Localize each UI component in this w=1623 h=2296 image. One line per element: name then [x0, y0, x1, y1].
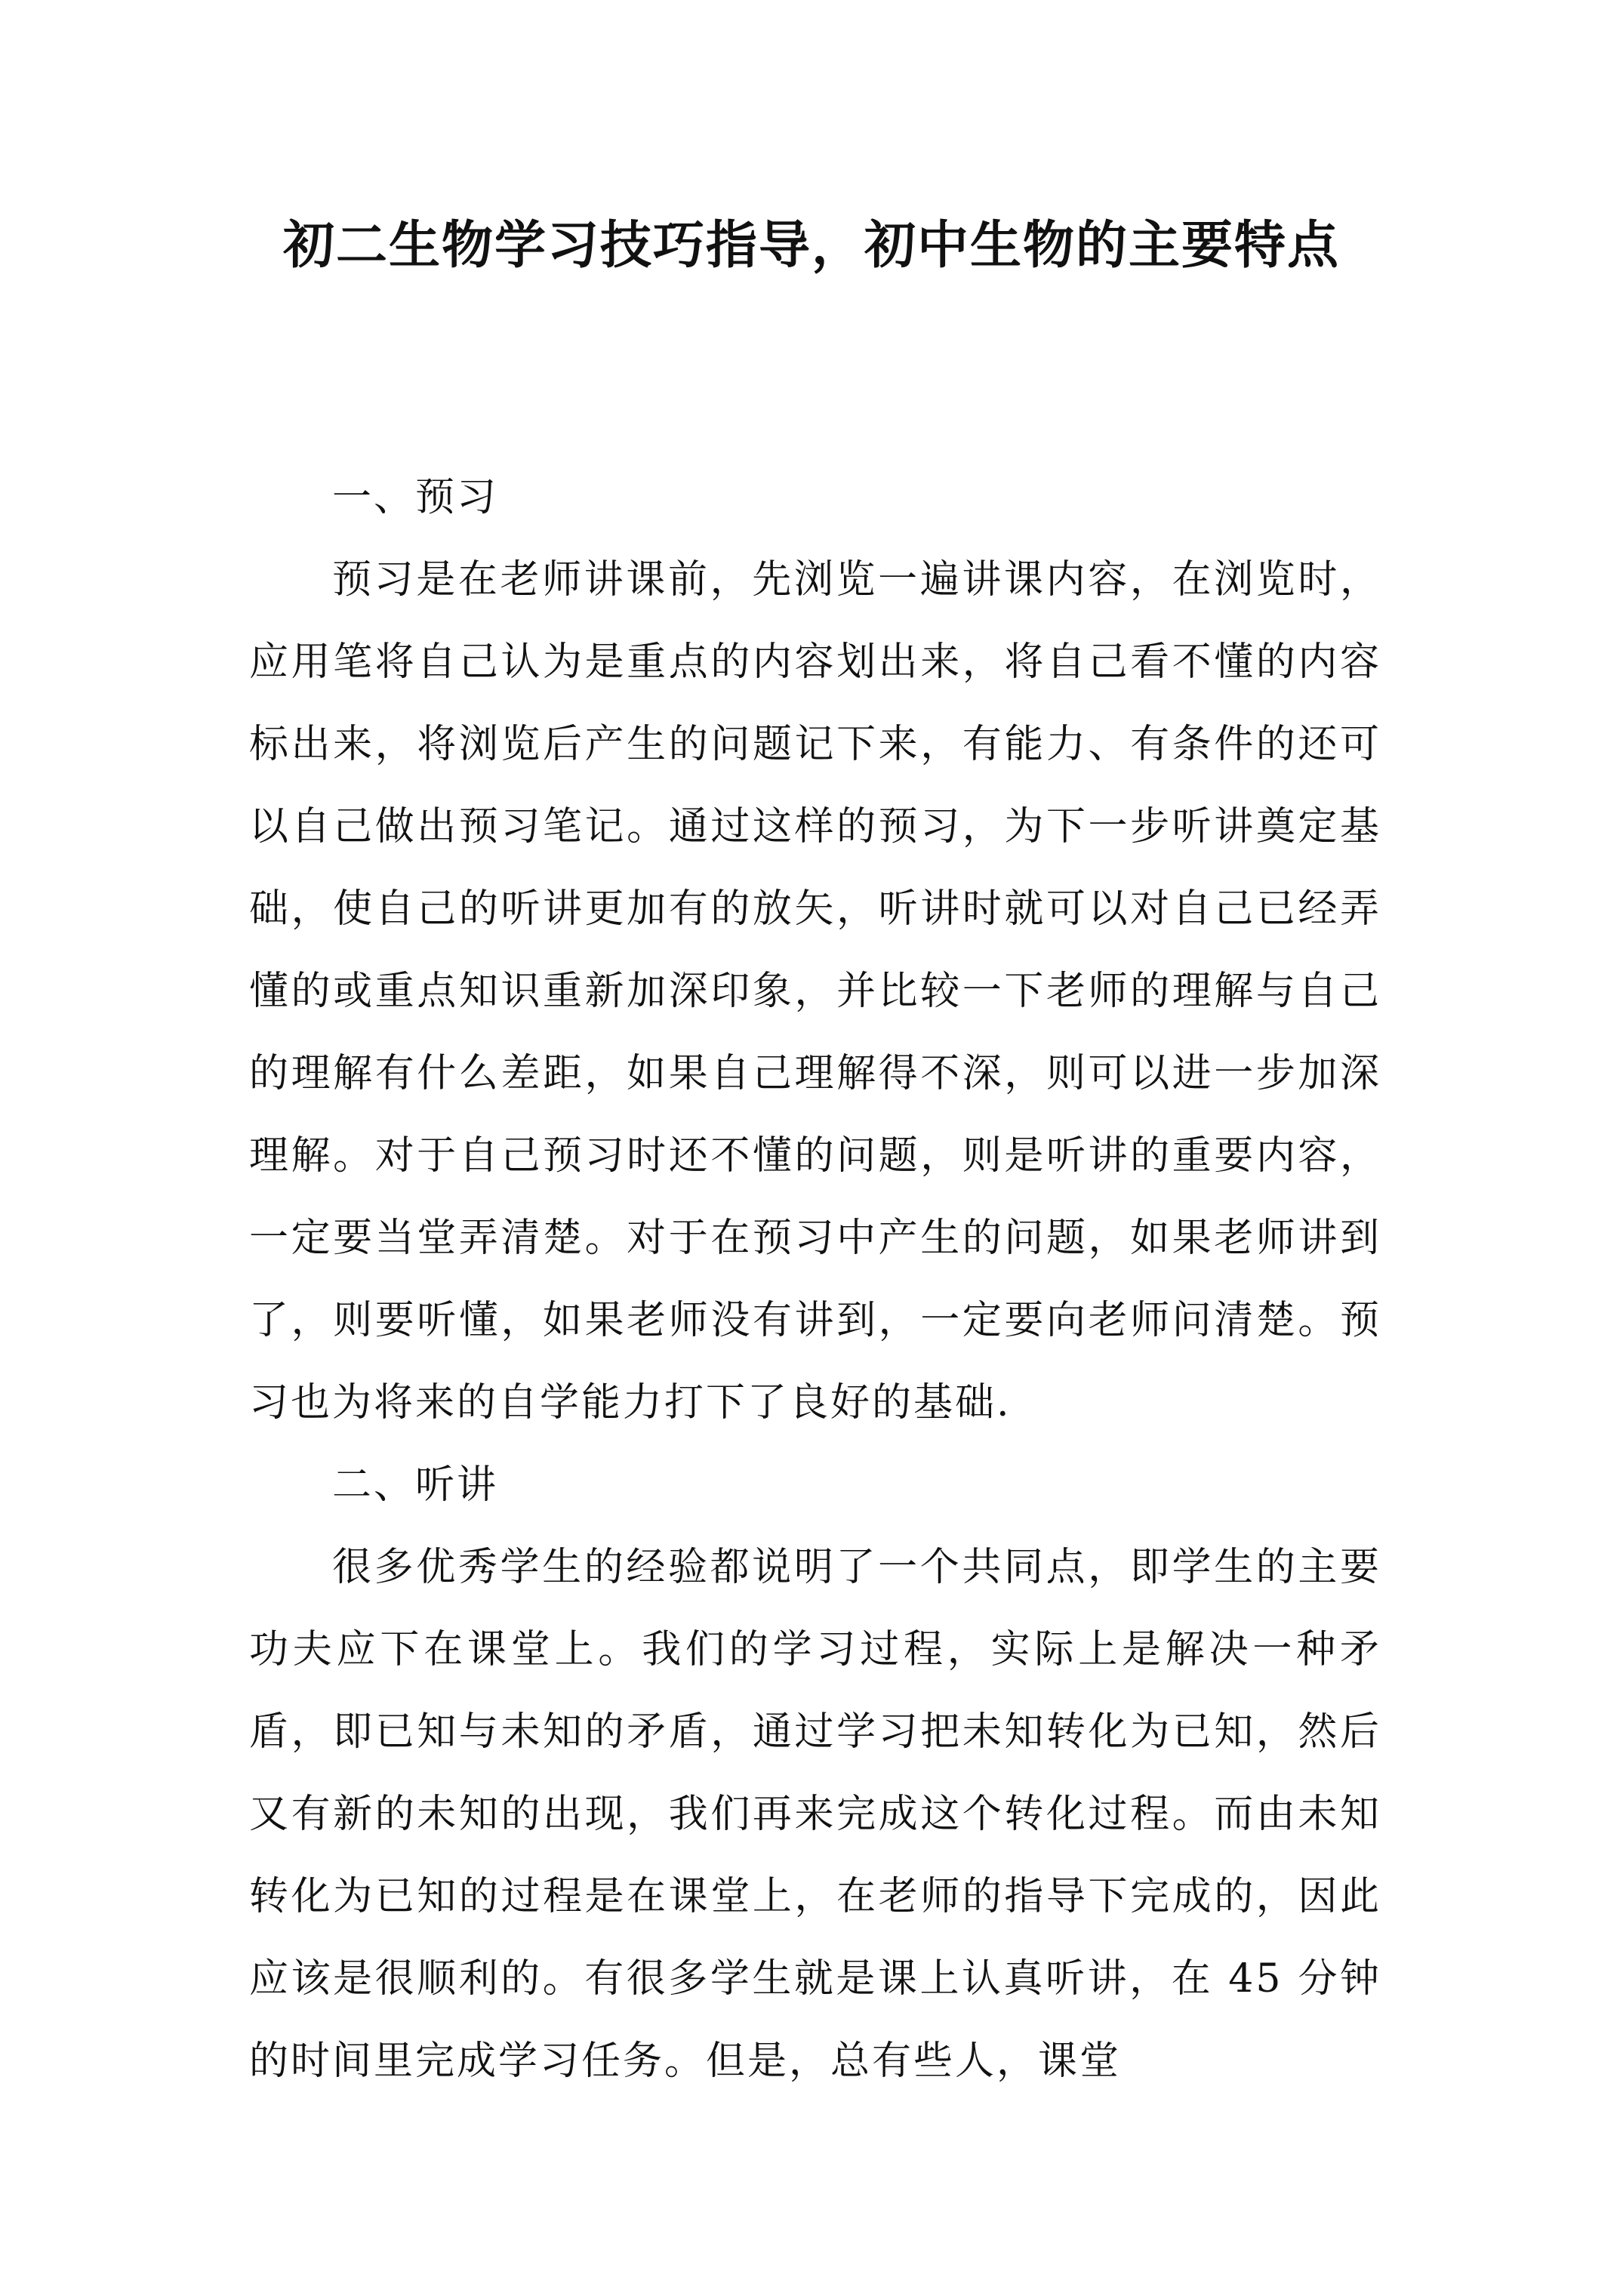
section-paragraph-preview: 预习是在老师讲课前，先浏览一遍讲课内容，在浏览时，应用笔将自己认为是重点的内容划出来，将自己看不懂的内容标出来，将浏览后产生的问题记下来，有能力、有条件的还可以自己做出预习笔记。通过这样的预习，为下一步听讲奠定基础，使自己的听讲更加有的放矢，听讲时就可以对自己已经弄懂的或重点知识重新加深印象，并比较一下老师的理解与自己的理解有什么差距，如果自己理解得不深，则可以进一步加深理解。对于自己预习时还不懂的问题，则是听讲的重要内容，一定要当堂弄清楚。对于在预习中产生的问题，如果老师讲到了，则要听懂，如果老师没有讲到，一定要向老师问清楚。预习也为将来的自学能力打下了良好的基础.	[249, 557, 1381, 1425]
document-title: 初二生物学习技巧指导，初中生物的主要特点	[282, 215, 1340, 276]
section-heading-listening: 二、听讲	[332, 1462, 499, 1508]
section-paragraph-listening: 很多优秀学生的经验都说明了一个共同点，即学生的主要功夫应下在课堂上。我们的学习过程，实际上是解决一种矛盾，即已知与未知的矛盾，通过学习把未知转化为已知，然后又有新的未知的出现，我们再来完成这个转化过程。而由未知转化为已知的过程是在课堂上，在老师的指导下完成的，因此应该是很顺利的。有很多学生就是课上认真听讲，在 45 分钟的时间里完成学习任务。但是，总有些人，课堂	[249, 1545, 1381, 2084]
section-heading-preview: 一、预习	[332, 475, 499, 520]
document-body	[249, 457, 1381, 2103]
